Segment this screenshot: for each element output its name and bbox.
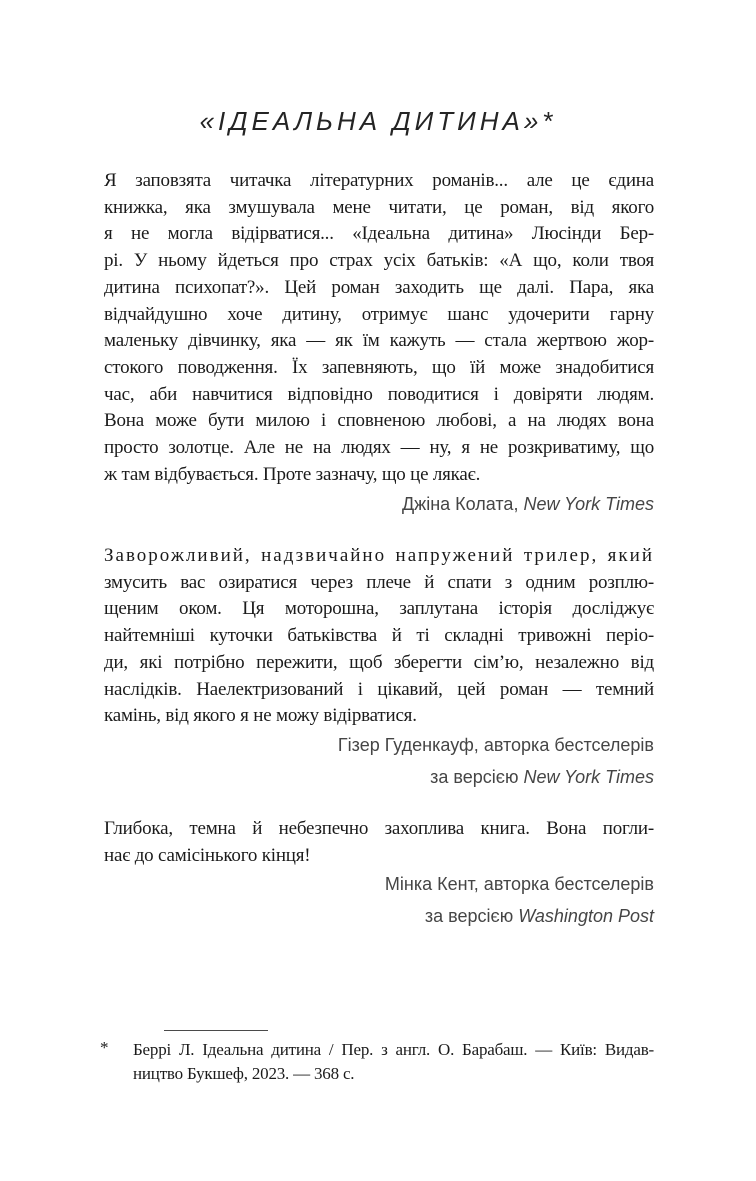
review-line: наслідків. Наелектризований і цікавий, цей роман — темний	[104, 678, 654, 700]
attribution-line	[104, 900, 654, 932]
attribution-source: Washington Post	[518, 906, 654, 926]
review-line: дитина психопат?». Цей роман заходить ще далі. Пара, яка	[104, 276, 654, 298]
review-line: відчайдушно хоче дитину, отримує шанс удочерити гарну	[104, 303, 654, 325]
review-line: книжка, яка змушувала мене читати, це роман, від якого	[104, 196, 654, 218]
attribution-line	[104, 488, 654, 520]
attribution-line	[104, 729, 654, 761]
review-line: стокого поводження. Їх запевняють, що їй може знадобитися	[104, 356, 654, 378]
review-quote-2	[104, 543, 654, 730]
review-line: час, аби навчитися відповідно поводитися і довіряти людям.	[104, 383, 654, 405]
attribution-name: Гізер Гуденкауф, авторка бестселерів	[337, 735, 654, 755]
review-quote-3	[104, 816, 654, 869]
footnote-line: Беррі Л. Ідеальна дитина / Пер. з англ. О. Барабаш. — Київ: Видав-	[133, 1040, 654, 1059]
review-attribution-3	[104, 868, 654, 932]
footnote	[133, 1038, 654, 1086]
attribution-source: New York Times	[523, 494, 654, 514]
review-line: рі. У ньому йдеться про страх усіх батьків: «А що, коли твоя	[104, 250, 654, 272]
attribution-name: Джіна Колата,	[401, 494, 524, 514]
footnote-marker: *	[100, 1038, 109, 1057]
review-line: ди, які потрібно пережити, щоб зберегти сім’ю, незалежно від	[104, 651, 654, 673]
review-line: просто золотце. Але не на людях — ну, я не розкриватиму, що	[104, 437, 654, 459]
review-line: найтемніші куточки батьківства й ті складні тривожні періо-	[104, 625, 654, 647]
review-line: нає до самісінького кінця!	[104, 844, 311, 866]
review-line: Глибока, темна й небезпечно захоплива книга. Вона погли-	[104, 818, 654, 839]
review-quote-1	[104, 168, 654, 488]
review-line: маленьку дівчинку, яка — як їм кажуть — стала жертвою жор-	[104, 330, 654, 352]
review-line: змусить вас озиратися через плече й спати з одним розплю-	[104, 571, 654, 593]
attribution-line	[104, 868, 654, 900]
review-line: Вона може бути милою і сповненою любові, а на людях вона	[104, 410, 654, 432]
review-line: я не могла відірватися... «Ідеальна дитина» Люсінди Бер-	[104, 223, 654, 245]
review-line: ж там відбувається. Проте зазначу, що це лякає.	[104, 463, 481, 485]
review-line: камінь, від якого я не можу відірватися.	[104, 705, 417, 727]
attribution-source: New York Times	[523, 767, 654, 787]
review-attribution-2	[104, 729, 654, 793]
review-line: Заворожливий, надзвичайно напружений трилер, який	[104, 545, 654, 566]
review-line: Я заповзята читачка літературних романів... але це єдина	[104, 170, 654, 191]
attribution-prefix: за версією	[424, 906, 519, 926]
review-line: щеним оком. Ця моторошна, заплутана історія досліджує	[104, 598, 654, 620]
footnote-separator-rule	[164, 1030, 268, 1031]
attribution-line	[104, 761, 654, 793]
review-attribution-1	[104, 488, 654, 520]
attribution-prefix: за версією	[430, 767, 524, 787]
attribution-name: Мінка Кент, авторка бестселерів	[384, 874, 654, 894]
page-title: «ІДЕАЛЬНА ДИТИНА»*	[199, 106, 557, 136]
footnote-line: ництво Букшеф, 2023. — 368 с.	[133, 1064, 355, 1083]
